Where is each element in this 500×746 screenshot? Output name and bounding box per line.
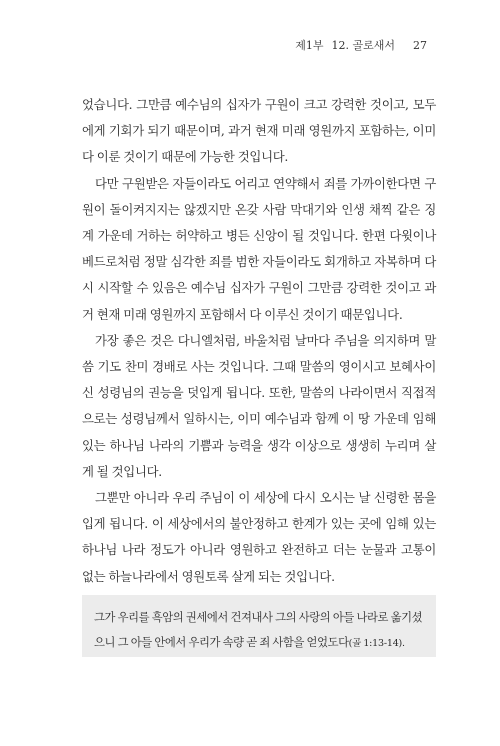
scripture-reference: (골 1:13-14). xyxy=(348,638,405,649)
scripture-quote-box xyxy=(82,595,436,657)
header-chapter: 12. 골로새서 xyxy=(331,39,395,52)
running-header xyxy=(295,37,427,53)
scripture-quote-text: 그가 우리를 흑암의 권세에서 건져내사 그의 사랑의 아들 나라로 옮기셨으니 그 아들 안에서 우리가 속량 곧 죄 사함을 얻었도다 xyxy=(94,611,423,649)
scripture-quote xyxy=(94,605,424,656)
paragraph-2: 다만 구원받은 자들이라도 어리고 연약해서 죄를 가까이한다면 구원이 돌이켜지지는 않겠지만 온갖 사람 막대기와 인생 채찍 같은 징계 가운데 거하는 허약하고 병든 신앙이 될 것입니다. 한편 다윗이나 베드로처럼 정말 심각한 죄를 범한 자들이라도 회개하고 자복하며 다시 시작할 수 있음은 예수님 십자가 구원이 그만큼 강력한 것이고 과거 현재 미래 영원까지 포함해서 다 이루신 것이기 때문입니다. xyxy=(82,175,436,322)
body-text xyxy=(82,92,436,590)
paragraph-1: 었습니다. 그만큼 예수님의 십자가 구원이 크고 강력한 것이고, 모두에게 기회가 되기 때문이며, 과거 현재 미래 영원까지 포함하는, 이미 다 이룬 것이기 때문에 가능한 것입니다. xyxy=(82,97,436,165)
paragraph-4: 그뿐만 아니라 우리 주님이 이 세상에 다시 오시는 날 신령한 몸을 입게 됩니다. 이 세상에서의 불안정하고 한계가 있는 곳에 임해 있는 하나님 나라 정도가 아니라 영원하고 완전하고 더는 눈물과 고통이 없는 하늘나라에서 영원토록 살게 되는 것입니다. xyxy=(82,490,436,584)
page-number: 27 xyxy=(413,39,427,52)
header-part: 제1부 xyxy=(295,39,324,52)
paragraph-3: 가장 좋은 것은 다니엘처럼, 바울처럼 날마다 주님을 의지하며 말씀 기도 찬미 경배로 사는 것입니다. 그때 말씀의 영이시고 보혜사이신 성령님의 권능을 덧입게 됩니다. 또한, 말씀의 나라이면서 직접적으로는 성령님께서 일하시는, 이미 예수님과 함께 이 땅 가운데 임해 있는 하나님 나라의 기쁨과 능력을 생각 이상으로 생생히 누리며 살게 될 것입니다. xyxy=(82,332,436,479)
